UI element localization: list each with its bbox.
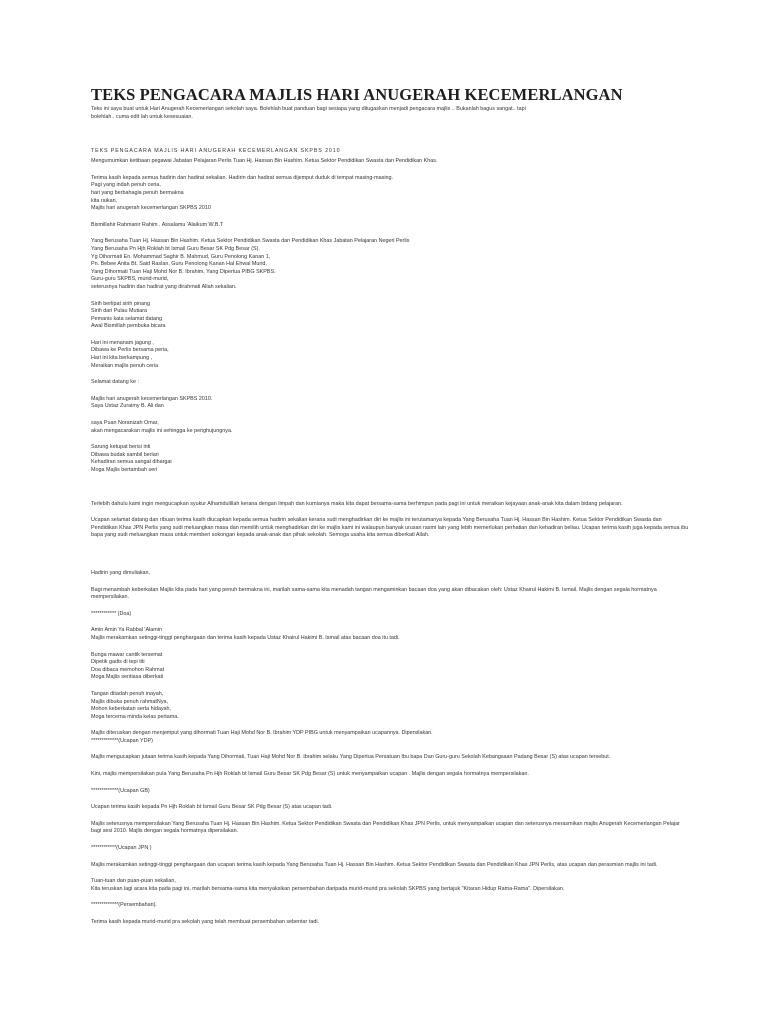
- script-line: Majlis mengucapkan jutaan terima kasih kepada Yang Dihormati, Tuan Haji Mohd Nor B. Ibrahim selaku Yang Dipertua Persatuan Ibu bapa Dan Guru-guru Sekolah Kebangsaan Padang Besar (S) atas ucapan tersebut.: [91, 754, 611, 761]
- script-line: Majlis seterusnya mempersilakan Yang Berusaha Tuan Hj. Hassan Bin Hashim. Ketua Sektor Pendidikan Swasta dan Pendidikan Khas JPN Perlis, untuk menyampaikan ucapan dan seterusnya merasmikan majlis Anugerah Kecemerlangan Pelajar bagi sesi 2010. Majlis dengan segala hormatnya dipersilakan.: [91, 820, 680, 835]
- script-paragraph: [91, 238, 689, 291]
- script-paragraph: [91, 804, 689, 812]
- script-heading: TEKS PENGACARA MAJLIS HARI ANUGERAH KECEMERLANGAN SKPBS 2010: [91, 148, 341, 155]
- script-paragraph: [91, 340, 689, 370]
- script-paragraph: [91, 501, 689, 509]
- script-line: saya Puan Noranizah Omar,: [91, 420, 159, 427]
- script-line: hari yang berbahagia penuh bermakna: [91, 189, 184, 196]
- script-paragraph: [91, 379, 689, 387]
- script-line: Majlis merakamkan setinggi-tinggi penghargaan dan terima kasih kepada Ustaz Khairul Hakimi B. Ismail atas bacaan doa itu tadi.: [91, 634, 400, 641]
- script-paragraph: [91, 611, 689, 619]
- script-paragraph: [91, 821, 689, 836]
- script-paragraph: [91, 878, 689, 893]
- script-line: Tuan-tuan dan puan-puan sekalian,: [91, 878, 176, 885]
- script-line: *************(Ucapan GB): [91, 787, 150, 794]
- script-paragraph: [91, 570, 689, 578]
- script-paragraph: [91, 158, 689, 166]
- script-line: Moga Majlis bertambah seri: [91, 467, 158, 473]
- script-line: Saya Ustaz Zuraimy B. Ali dan: [91, 403, 164, 410]
- script-paragraph: [91, 175, 689, 213]
- script-line: ************(Ucapan JPN ): [91, 845, 152, 852]
- script-line: Majlis dibuka penuh rahmatNya,: [91, 698, 169, 705]
- script-line: Majlis merakamkan setinggi-tinggi penghargaan dan ucapan terima kasih kepada Yang Berusaha Tuan Hj. Hassan Bin Hashim. Ketua Sektor Pendidikan Swasta dan Pendidikan Khas JPN Perlis, atas ucapan dan perasmian majlis ini tadi.: [91, 861, 658, 868]
- script-line: Majlis hari anugerah kecemerlangan SKPBS 2010.: [91, 395, 213, 402]
- script-line: Pagi yang indah penuh ceria,: [91, 182, 161, 189]
- script-line: Yang Dihormati Tuan Haji Mohd Nor B. Ibrahim, Yang Dipertua PIBG SKPBS.: [91, 268, 276, 275]
- script-paragraph: [91, 420, 689, 435]
- intro-line: bolehlah.. cuma edit lah untuk kesesuaian.: [91, 113, 193, 120]
- script-line: Sirih berlipat sirih pinang: [91, 300, 151, 307]
- script-line: akan mengacarakan majlis ini sehingga ke penghujungnya.: [91, 427, 233, 434]
- script-line: Moga Majlis sentiasa diberkati: [91, 674, 164, 681]
- script-paragraph: [91, 652, 689, 682]
- script-line: Meraikan majlis penuh ceria: [91, 362, 159, 369]
- script-line: Mengumumkan ketibaan pegawai Jabatan Pelajaran Perlis Tuan Hj. Hassan Bin Hashim. Ketua Sektor Pendidikan Swasta dan Pendidikan Khas.: [91, 158, 438, 165]
- script-paragraph: [91, 845, 689, 853]
- script-line: Terima kasih kepada semua hadirin dan hadirat sekalian. Hadirin dan hadirat semua dijemput duduk di tempat masing-masing.: [91, 174, 394, 181]
- script-line: Majlis diteruskan dengan menjemput yang dihormati Tuan Haji Mohd Nor B. Ibrahim YDP PIBG untuk menyampaikan ucapannya. Dipersilakan.: [91, 730, 433, 737]
- script-paragraph: [91, 627, 689, 642]
- script-line: *************(Ucapan YDP): [91, 737, 153, 744]
- script-paragraph: [91, 730, 689, 745]
- script-line: Hari ini menanam jagung ,: [91, 339, 154, 346]
- script-paragraph: [91, 754, 689, 762]
- script-line: Doa dibaca memohon Rahmat: [91, 666, 165, 673]
- script-paragraph: [91, 788, 689, 796]
- script-line: Bismillahir Rahmanir Rahim . Assalamu 'Alaikum W.B.T: [91, 221, 224, 228]
- script-line: Bunga mawar cantik tersemat: [91, 651, 163, 658]
- script-line: Ucapan selamat datang dan ribuan terima kasih diucapkan kepada semua hadirin sekalian kerana sudi menghadirkan diri ke majlis ini terutamanya kepada Yang Berusaha Tuan Hj. Hassan Bin Hashim. Ketua Sektor Pendidikan Swasta dan Pendidikan Khas JPN Perlis yang sudi meluangkan masa dan memilih untuk menghadirkan diri ke majlis kami ini walaupun banyak urusan rasmi lain yang lebih memerlukan perhatian dan kehadiran beliau. Ucapan terima kasih juga kepada semua ibu bapa yang sudi meluangkan masa untuk memberi sokongan kepada anak-anak dan pihak sekolah. Semoga usaha kita semua diberkati Allah.: [91, 517, 689, 539]
- script-line: Kini, majlis mempersilakan pula Yang Berusaha Pn Hjh Roklah bt Ismail Guru Besar SK Pdg Besar (S) untuk menyampaikan ucapan . Majlis dengan segala hormatnya mempersilakan.: [91, 771, 529, 778]
- script-line: Pemanis kata selamat datang: [91, 315, 163, 322]
- document-page: [91, 86, 689, 927]
- script-line: Guru-guru SKPBS, murid-murid,: [91, 276, 169, 283]
- intro-text: [91, 106, 689, 121]
- script-line: Tangan ditadah penuh inayah,: [91, 690, 164, 697]
- script-paragraph: [91, 919, 689, 927]
- script-line: Moga tercerna minda kelas pertama.: [91, 713, 179, 720]
- script-line: Yg Dihormati En. Mohammad Saghir B. Mahmud, Guru Penolong Kanan 1,: [91, 253, 271, 260]
- script-line: Pn. Bebee Anita Bt. Said Raslan, Guru Penolong Kanan Hal Ehwal Murid,: [91, 261, 267, 268]
- script-line: ************ (Doa): [91, 610, 132, 617]
- script-line: *************(Persembahan).: [91, 902, 157, 909]
- script-line: Dipetik gadis di tepi titi: [91, 659, 145, 666]
- script-line: Kehadiran semua sangat dihargai: [91, 459, 172, 466]
- script-line: Selamat datang ke :: [91, 379, 139, 386]
- script-line: seterusnya hadirin dan hadirat yang dirahmati Allah sekalian.: [91, 283, 237, 290]
- script-line: Amin Amin Ya Rabbal 'Alamin: [91, 627, 162, 634]
- script-line: Bagi menambah keberkatan Majlis kita pada hari yang penuh bermakna ini, marilah sama-sama kita menadah tangan mengaminkan bacaan doa yang akan dibacakan oleh: Ustaz Khairul Hakimi B. Ismail. Majlis dengan segala hormatnya mempersilakan.: [91, 586, 657, 601]
- script-line: Awal Bismillah pembuka bicara: [91, 323, 166, 330]
- script-line: Ucapan terima kasih kepada Pn Hjh Roklah bt Ismail Guru Besar SK Pdg Besar (S) atas ucapan tadi.: [91, 804, 333, 811]
- script-paragraph: [91, 222, 689, 230]
- script-line: Kita teruskan lagi acara kita pada pagi ini, marilah bersama-sama kita menyaksikan persembahan daripada murid-murid pra sekolah SKPBS yang bertajuk "Kitaran Hidup Rama-Rama". Dipersilakan.: [91, 885, 565, 892]
- script-line: Sarung ketupat berisi inti: [91, 444, 151, 451]
- script-line: Majlis hari anugerah kecemerlangan SKPBS 2010: [91, 205, 211, 212]
- script-paragraph: [91, 691, 689, 721]
- intro-line: Teks ini saya buat untuk Hari Anugerah Kecemerlangan sekolah saya. Bolehlah buat panduan bagi sesiapa yang ditugaskan menjadi pengacara majlis .. Bukanlah bagus sangat.. tapi: [91, 106, 526, 112]
- script-line: Yang Berusaha Tuan Hj. Hassan Bin Hashim. Ketua Sektor Pendidikan Swasta dan Pendidikan Khas Jabatan Pelajaran Negeri Perlis: [91, 238, 410, 245]
- script-paragraph: [91, 301, 689, 331]
- script-line: Terima kasih kepada murid-murid pra sekolah yang telah membuat persembahan sebentar tadi.: [91, 919, 320, 925]
- script-paragraph: [91, 587, 689, 602]
- script-line: kita raikan,: [91, 197, 118, 204]
- script-paragraph: [91, 517, 689, 540]
- script-line: Dibawa ke Perlis bersama peria,: [91, 347, 169, 354]
- script-line: Mohon keberkatan serta hidayah,: [91, 706, 172, 713]
- script-body: [91, 158, 689, 926]
- page-title: TEKS PENGACARA MAJLIS HARI ANUGERAH KECEMERLANGAN: [91, 85, 623, 104]
- script-line: Sirih dari Pulau Mutiara: [91, 308, 148, 315]
- script-paragraph: [91, 444, 689, 474]
- script-line: Hari ini kita berkampung ,: [91, 355, 153, 362]
- script-paragraph: [91, 902, 689, 910]
- script-line: Yang Berusaha Pn Hjh Roklah bt Ismail Guru Besar SK Pdg Besar (S).: [91, 245, 260, 252]
- script-line: Hadirin yang dimuliakan,: [91, 569, 151, 576]
- script-line: Terlebih dahulu kami ingin mengucapkan syukur Alhamdulillah kerana dengan limpah dan kurnianya maka kita dapat bersama-sama berhimpun pada pagi ini untuk meraikan kejayaan anak-anak kita dalam bidang pelajaran.: [91, 500, 623, 507]
- script-paragraph: [91, 862, 689, 870]
- script-line: Dibawa budak sambil berlari: [91, 451, 159, 458]
- script-paragraph: [91, 396, 689, 411]
- script-paragraph: [91, 771, 689, 779]
